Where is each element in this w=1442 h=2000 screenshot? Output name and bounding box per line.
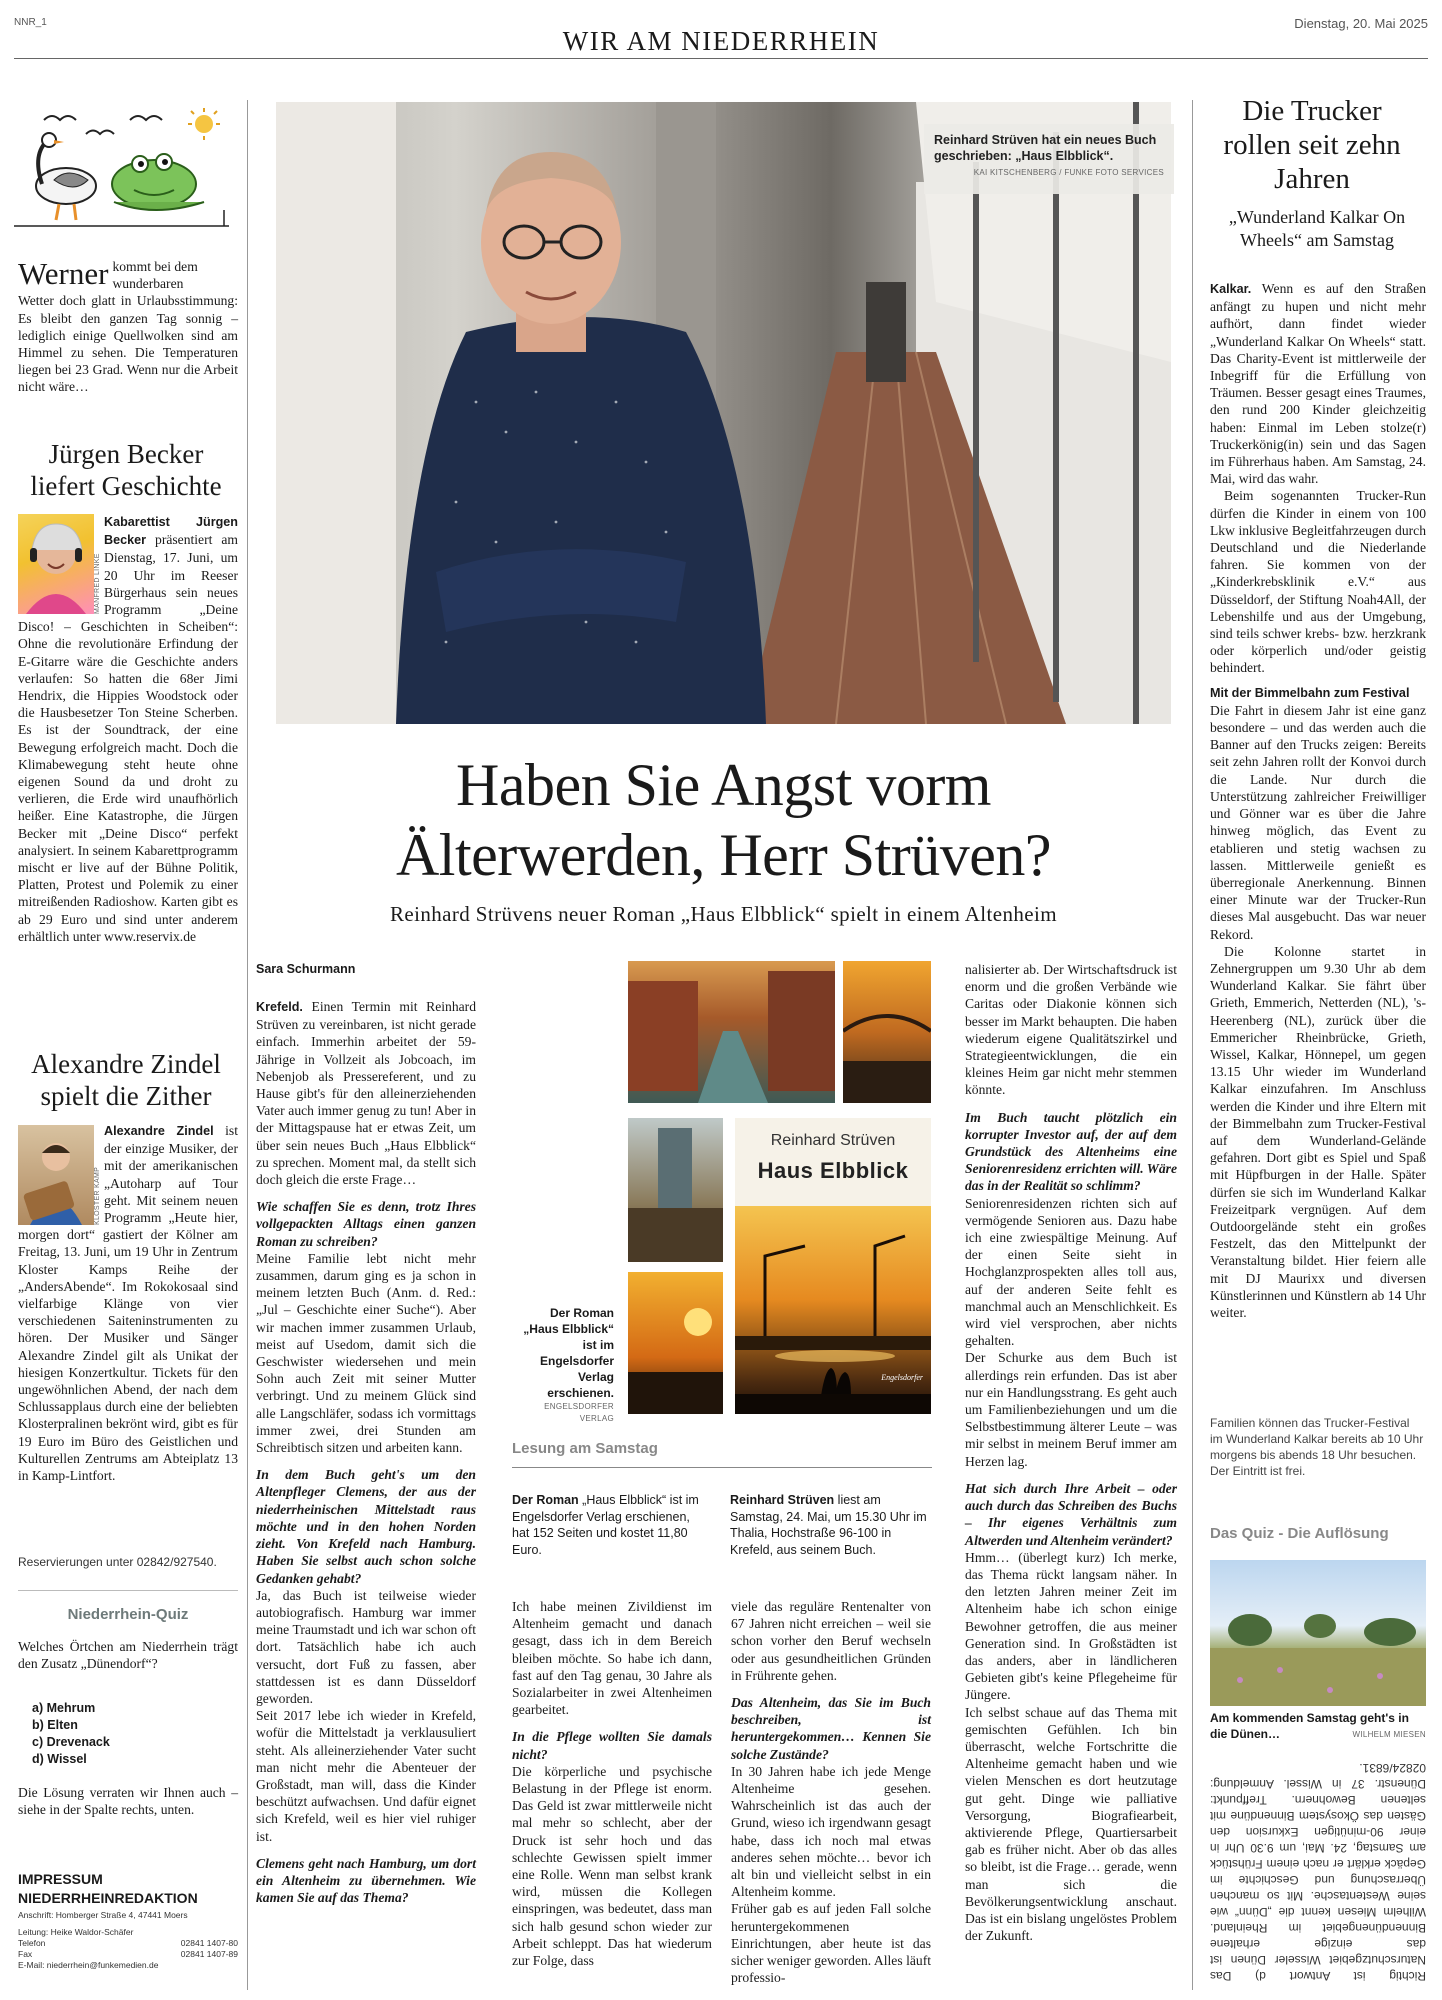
zindel-body: ist der einzige Musiker, der mit der amerikanischen „Autoharp auf Tour geht. Mit seinem neuen Programm „Heute hier, morgen dort“ gastiert der Kölner am Freitag, 13. Juni, um 19 Uhr in Zentrum Kloster Kamps Reihe der „AndersAbende“. Im Rokokosaal sind vielfarbige Klänge von vier verschiedenen Saiteninstrumenten zu hören. Der Musiker und Sänger Alexandre Zindel gilt als Unikat der hiesigen Konzertkultur. Tickets für den ungewöhnlichen Abend, der nach dem Schlussapplaus durch eine der beliebten Klosterpralinen bekrönt wird, gibt es für 19 Euro im Büro des Geistlichen und Kulturellen Zentrums am Abteiplatz 13 in Kamp-Lintfort.: [18, 1123, 238, 1484]
impressum-block: [18, 1910, 238, 1971]
interview-question: Clemens geht nach Hamburg, um dort ein Altenheim zu übernehmen. Wie kamen Sie auf das Thema?: [256, 1855, 476, 1906]
reading-box-rule: [512, 1467, 932, 1468]
trucker-place: Kalkar.: [1210, 282, 1252, 296]
reading-box-title: Lesung am Samstag: [512, 1440, 658, 1457]
article-column-2: [512, 1598, 712, 1969]
main-photo: [276, 102, 1171, 724]
weather-lead: kommt bei dem wunderbaren: [112, 259, 198, 292]
goose-frog-sun-illustration: [14, 106, 234, 236]
weather-name: Werner: [18, 256, 109, 291]
zindel-lead: Alexandre Zindel: [104, 1124, 214, 1138]
weather-text: [18, 258, 238, 396]
phone-label: Telefon: [18, 1938, 46, 1948]
interview-question: Hat sich durch Ihre Arbeit – oder auch durch das Schreiben des Buchs – Ihr eigenes Verhältnis zum Altwerden und Altenheim verändert?: [965, 1480, 1177, 1548]
main-photo-credit: KAI KITSCHENBERG / FUNKE FOTO SERVICES: [973, 168, 1164, 177]
impressum-address: Anschrift: Homberger Straße 4, 47441 Moers: [18, 1910, 188, 1920]
trucker-p3: Die Fahrt in diesem Jahr ist eine ganz besondere – und das werden auch die Banner auf den Trucks zeigen: Bereits seit zehn Jahren rollt der Konvoi durch die Lande. Nur durch die Unterstützung zahlreicher Freiwilliger und Gönner war es über die Jahre hinweg möglich, das Event zu etablieren und stetig wachsen zu lassen. Mittlerweile genießt es überregionale Anerkennung. Binnen einer Minute war der Trucker-Run dieses Mal ausgebucht. Das war neuer Rekord.: [1210, 702, 1426, 942]
book-caption: Der Roman „Haus Elbblick“ ist im Engelsdorfer Verlag erschienen.: [523, 1306, 614, 1400]
article-paragraph: Meine Familie lebt nicht mehr zusammen, darum ging es ja schon in meinem letzten Buch (Anm. d. Red.: „Jul – Geschichte einer Suche“). Aber wir machen immer zusammen Urlaub, meist auf Usedom, damit sich die Geschwister wiedersehen und mein Sohn auch Zeit mit seiner Mutter verbringt. Und zu meinem Glück sind alle Langschläfer, sodass ich vormittags immer zwei, drei Stunden am Schreibtisch sitzen und arbeiten kann.: [256, 1250, 476, 1456]
bridge-photo-icon: [843, 961, 931, 1103]
impressum-lead: Leitung: Heike Waldor-Schäfer: [18, 1927, 134, 1937]
quiz-options: [32, 1700, 110, 1768]
reading-box-right: [730, 1492, 932, 1558]
quiz-answer-title: Das Quiz - Die Auflösung: [1210, 1525, 1389, 1542]
fax-number: 02841 1407-89: [180, 1949, 238, 1959]
fax-label: Fax: [18, 1949, 33, 1959]
article-paragraph: In 30 Jahren habe ich jede Menge Altenheime gesehen. Wahrscheinlich ist das auch der Grund, wieso ich irgendwann gesagt habe, dass ich noch mal etwas anderes sehen möchte… bevor ich alt bin und vielleicht selbst in ein Altenheim komme.: [731, 1763, 931, 1900]
article-paragraph: Krefeld. Einen Termin mit Reinhard Strüven zu vereinbaren, ist nicht gerade einfach. Immerhin arbeitet der 59-Jährige in Vollzeit als Jobcoach, im Nebenjob als Pressereferent, und zu Hause gibt's für den alleinerziehenden Vater auch immer genug zu tun! Aber in der Mittagspause hat er etwas Zeit, um über sein neues Buch „Haus Elbblick“ zu sprechen. Moment mal, da stellt sich doch gleich die erste Frage…: [256, 999, 476, 1188]
article-paragraph: nalisierter ab. Der Wirtschaftsdruck ist enorm und die großen Verbände wie Caritas oder Diakonie können sich besser im Markt behaupten. Die haben wiederum eigene Qualitätszirkel und Strategieentwicklungen, die ein kleines Heim gar nicht mehr stemmen könnte.: [965, 962, 1177, 1098]
zindel-reservation: Reservierungen unter 02842/927540.: [18, 1555, 217, 1569]
section-title: WIR AM NIEDERRHEIN: [562, 26, 880, 56]
trucker-note: Familien können das Trucker-Festival im Wunderland Kalkar bereits ab 10 Uhr morgens bis abends 18 Uhr besuchen. Der Eintritt ist frei.: [1210, 1416, 1424, 1478]
reading-box-left-lead: Der Roman: [512, 1493, 579, 1507]
phone-number: 02841 1407-80: [180, 1938, 238, 1948]
trucker-p2: Beim sogenannten Trucker-Run dürfen die Kinder in einem von 100 Lkw inklusive Begleitfahrzeugen durch Deutschland und die Niederlande fahren. Sie kommen von der „Kinderkrebsklinik e.V.“ aus Düsseldorf, der Stiftung Noah4All, der Lebenshilfe und aus der Umgebung, sind teils schwer krebs- bzw. herzkrank oder körperlich und/oder geistig behindert.: [1210, 488, 1426, 676]
becker-body: präsentiert am Dienstag, 17. Juni, um 20 Uhr im Reeser Bürgerhaus sein neues Programm „Deine Disco! – Geschichten in Scheiben“: Ohne die revolutionäre Erfindung der E-Gitarre wäre die Geschichte anders verlaufen: So hatten die 68er Jimi Hendrix, die Hippies Woodstock oder die Hausbesetzer Ton Steine Scherben. Es ist der Soundtrack, der eine Bewegung erfolgreich macht. Doch die Klimabewegung steht heute ohne eigenen Sound da und droht zu verlieren, die Erde wird unaufhörlich heißer. Eine Katastrophe, die Jürgen Becker mit „Deine Disco“ perfekt analysiert. In seinem Kabarettprogramm mischt er live auf der Bühne Politik, Platten, Protest und Polemik zu einer mitreißenden Radioshow. Karten gibt es ab 29 Euro und sind unter anderem erhältlich unter www.reservix.de: [18, 532, 238, 944]
book-image-speicherstadt: [628, 961, 835, 1103]
book-image-elbphilharmonie: [628, 1118, 723, 1262]
zindel-photo-credit: KLOSTER KAMP: [94, 1166, 101, 1225]
quiz-option-d: d) Wissel: [32, 1752, 87, 1766]
quiz-title: Niederrhein-Quiz: [67, 1606, 189, 1623]
issue-date: Dienstag, 20. Mai 2025: [1294, 16, 1428, 31]
book-caption-credit: ENGELSDORFER VERLAG: [544, 1402, 614, 1423]
article-paragraph: Die körperliche und psychische Belastung in der Pflege ist enorm. Das Geld ist zwar mittlerweile nicht mal mehr so schlecht, aber der Druck ist sehr hoch und das schlechte Gewissen spielt immer eine Rolle. Wenn man selbst krank wird, müssen die Kollegen einspringen, was bedeutet, dass man sich halb gesund schon wieder zur Arbeit schleppt. Das hat wiederum zur Folge, dass: [512, 1763, 712, 1969]
main-headline-line1: Haben Sie Angst vorm: [456, 752, 991, 818]
becker-photo-credit: MANFRED LINKE: [94, 553, 101, 614]
impressum-title: IMPRESSUM: [18, 1871, 103, 1887]
reading-box-left-text: „Haus Elbblick“ ist im Engelsdorfer Verlag erschienen, hat 152 Seiten und kostet 11,80 Euro.: [512, 1493, 699, 1557]
weather-illustration: [14, 106, 234, 236]
harbour-silhouette-icon: [735, 1206, 931, 1414]
quiz-question: Welches Örtchen am Niederrhein trägt den Zusatz „Dünendorf“?: [18, 1639, 238, 1672]
reading-box-right-lead: Reinhard Strüven: [730, 1493, 835, 1507]
header-rule: [14, 58, 1428, 59]
quiz-option-a: a) Mehrum: [32, 1701, 96, 1715]
article-paragraph: Früher gab es auf jeden Fall solche heruntergekommenen Einrichtungen, aber heute ist das sicher weniger geworden. Alles läuft professio-: [731, 1901, 931, 1986]
cover-image: [735, 1206, 931, 1414]
article-dateline: Krefeld.: [256, 1000, 303, 1014]
article-column-1: [256, 998, 476, 1906]
page-code: NNR_1: [14, 17, 47, 28]
column-rule-left: [247, 100, 248, 1990]
interview-question: In dem Buch geht's um den Altenpfleger Clemens, der aus der niederrheinischen Mittelstadt raus möchte und in den hohen Norden zieht. Von Krefeld nach Hamburg. Haben Sie selbst auch schon solche Gedanken gehabt?: [256, 1467, 476, 1586]
interview-question: Im Buch taucht plötzlich ein korrupter Investor auf, der auf dem Grundstück des Altenheims eine Seniorenresidenz errichten will. Wäre das in der Realität so schlimm?: [965, 1109, 1177, 1194]
quiz-answer-photo: [1210, 1560, 1426, 1706]
article-paragraph: Seniorenresidenzen richten sich auf vermögende Senioren aus. Dazu habe ich eine zwiespältige Meinung. Auf der einen Seite sieht in Hochglanzprospekten alles toll aus, auf der anderen Seite fehlt es manchmal auch an Menschlichkeit. Es wird viel versprochen, aber nichts gehalten.: [965, 1195, 1177, 1349]
reading-box-left: [512, 1492, 708, 1558]
book-image-bridge: [843, 961, 931, 1103]
quiz-answer-caption: Am kommenden Samstag geht's in die Dünen…: [1210, 1711, 1409, 1741]
canal-photo-icon: [628, 961, 835, 1103]
impressum-org: NIEDERRHEINREDAKTION: [18, 1890, 198, 1906]
quiz-answer-credit: WILHELM MIESEN: [1352, 1730, 1426, 1739]
interview-question: In die Pflege wollten Sie damals nicht?: [512, 1729, 712, 1762]
quiz-answer-text: Richtig ist Antwort d) Das Naturschutzgebiet Wisseler Dünen ist das einzige erhaltene Binnendünengebiet im Rheinland. Wilhelm Miesen kennt die „Dünn“ wie seine Westentasche. Mit so manchen Überraschung und Geschichte im Gepäck erklärt er nach einem Frühstück am Samstag, 24. Mai, um 9.30 Uhr in einer 90-minütigen Exkursion den Gästen das Ökosystem Binnendüne mit seltenen Bewohnern. Treffpunkt: Dünenstr. 37 in Wissel. Anmeldung: 02824/6831.: [1210, 1761, 1426, 1983]
zindel-text: [18, 1122, 238, 1484]
column-rule-right: [1192, 100, 1193, 1990]
article-paragraph: Ja, das Buch ist teilweise wieder autobiografisch. Hamburg war immer meine Traumstadt und ich war schon oft dort. Tatsächlich habe ich auch versucht, dort Fuß zu fassen, aber stattdessen ist es dann Düsseldorf geworden.: [256, 1587, 476, 1706]
trucker-headline: Die Trucker rollen seit zehn Jahren: [1223, 95, 1401, 195]
main-headline-line2: Älterwerden, Herr Strüven?: [395, 822, 1052, 888]
article-column-3: [731, 1598, 931, 1986]
main-photo-caption-box: [924, 124, 1174, 194]
article-paragraph: Ich habe meinen Zivildienst im Altenheim gemacht und danach gesagt, dass ich in dem Bereich bleiben möchte. So habe ich dann, fast auf den Tag genau, 30 Jahre als Sozialarbeiter in zwei Altenheimen gearbeitet.: [512, 1599, 712, 1718]
main-photo-caption: Reinhard Strüven hat ein neues Buch geschrieben: „Haus Elbblick“.: [934, 133, 1157, 163]
quiz-option-b: b) Elten: [32, 1718, 78, 1732]
main-subline: Reinhard Strüvens neuer Roman „Haus Elbblick“ spielt in einem Altenheim: [389, 902, 1057, 926]
trucker-subline: „Wunderland Kalkar On Wheels“ am Samstag: [1228, 207, 1406, 250]
article-paragraph: viele das reguläre Rentenalter von 67 Jahren nicht erreichen – weil sie schon vorher den Beruf wechseln oder aus gesundheitlichen Gründen in Frührente gehen.: [731, 1599, 931, 1683]
quiz-option-c: c) Drevenack: [32, 1735, 110, 1749]
cover-title: Haus Elbblick: [757, 1158, 909, 1183]
article-paragraph: Ich selbst schaue auf das Thema mit gemischten Gefühlen. Ich bin überrascht, welche Fortschritte die Altenheime gemacht haben und wie vielen Menschen es dort heutzutage gut geht. Dinge wie palliative Versorgung, Biografiearbeit, aktivierende Pflege, Quartiersarbeit gab es früher nicht. Aber ob das alles so bleibt, ist die Frage… gerade, wenn man sich die Bevölkerungsentwicklung anschaut. Das ist ein bislang ungelöstes Problem der Zukunft.: [965, 1704, 1177, 1944]
cover-author: Reinhard Strüven: [770, 1132, 896, 1149]
impressum-email: E-Mail: niederrhein@funkemedien.de: [18, 1960, 159, 1970]
weather-body: Wetter doch glatt in Urlaubsstimmung: Es bleibt den ganzen Tag sonnig – lediglich einige Quellwolken sind am Himmel zu sehen. Die Temperaturen liegen bei 23 Grad. Wenn nur die Arbeit nicht wäre…: [18, 293, 238, 395]
article-column-4: [965, 961, 1177, 1944]
cover-publisher: Engelsdorfer: [881, 1373, 923, 1382]
becker-lead: Kabarettist Jürgen Becker: [104, 515, 238, 548]
article-author: Sara Schurmann: [256, 962, 356, 976]
becker-text: [18, 513, 238, 945]
book-cover: [735, 1118, 931, 1414]
tower-photo-icon: [628, 1118, 723, 1262]
quiz-rule: [18, 1590, 238, 1591]
portrait-corridor-scene: [276, 102, 1171, 724]
article-paragraph: Seit 2017 lebe ich wieder in Krefeld, wofür die Mittelstadt ja verklausuliert steht. Als alleinerziehender Vater sucht man nicht mehr die Abenteuer der Großstadt, man will, dass die Kinder beschützt aufwachsen. Und dafür eignet sich Krefeld, weil es hier viel ruhiger ist.: [256, 1708, 476, 1844]
dunes-photo-icon: [1210, 1560, 1426, 1706]
trucker-subhead: Mit der Bimmelbahn zum Festival: [1210, 685, 1410, 700]
interview-question: Das Altenheim, das Sie im Buch beschreiben, ist heruntergekommen… Kennen Sie solche Zustände?: [731, 1695, 931, 1762]
book-image-sunset: [628, 1272, 723, 1414]
sunset-photo-icon: [628, 1272, 723, 1414]
reading-box-right-text: liest am Samstag, 24. Mai, um 15.30 Uhr im Thalia, Hochstraße 96-100 in Krefeld, aus seinem Buch.: [730, 1493, 927, 1557]
interview-question: Wie schaffen Sie es denn, trotz Ihres vollgepackten Alltags einen ganzen Roman zu schreiben?: [256, 1199, 476, 1249]
becker-headline: Jürgen Becker liefert Geschichte: [30, 439, 222, 501]
article-paragraph: Hmm… (überlegt kurz) Ich merke, das Thema rückt langsam näher. In den letzten Jahren meiner Zeit im Altenheim habe ich schon einige Bewohner getroffen, die aus meiner Generation sind. In Großstädten ist das anders, aber in ländlicheren Gebieten gibt's keine Pflegeheime für Jüngere.: [965, 1549, 1177, 1703]
article-paragraph: Der Schurke aus dem Buch ist allerdings rein erfunden. Das ist aber nur ein Handlungsstrang. Es geht auch um Familienbeziehungen und um die Selbstbestimmung älterer Leute – was mir selbst in meinem Beruf immer am Herzen lag.: [965, 1350, 1177, 1469]
trucker-p1: Wenn es auf den Straßen anfängt zu hupen und nicht mehr aufhört, dann findet wieder „Wunderland Kalkar On Wheels“ statt. Das Charity-Event ist mittlerweile der Inbegriff für die Erfüllung von Träumen. Besser gesagt eines Traumes, den rund 200 Kinder gleichzeitig haben: Einmal im Leben stolze(r) Truckerkönig(in) sein und das Sagen im Führerhaus haben. Am Samstag, 24. Mai, wird das wahr.: [1210, 281, 1426, 487]
quiz-footer: Die Lösung verraten wir Ihnen auch – siehe in der Spalte rechts, unten.: [18, 1785, 238, 1818]
trucker-text: [1210, 280, 1426, 1321]
trucker-p4: Die Kolonne startet in Zehnergruppen um 9.30 Uhr ab dem Wunderland Kalkar. Sie fährt über Grieth, Emmerich, Netterden (NL), 's-Heerenberg (NL), zurück über die Emmericher Rheinbrücke, Grieth, Wissel, Kalkar, Hönnepel, um gegen 13.15 Uhr wieder im Wunderland Kalkar einzufahren. Im Anschluss werden die Kinder und ihre Eltern mit der Bimmelbahn zum Trucker-Festival auf dem Wunderland-Gelände gefahren. Dort gibt es Spiel und Spaß mit Hüpfburgen in der Halle. Später dürfen sie sich im Wunderland Kalkar Freizeitpark vergnügen. Auf dem Outdoorgelände steht ein großes Festzelt, das den Mittelpunkt der Veranstaltung bildet. Hier feiern alle mit DJ Maurixx und diversen Künstlerinnen und Künstlern ab 14 Uhr weiter.: [1210, 943, 1426, 1320]
zindel-headline: Alexandre Zindel spielt die Zither: [31, 1049, 221, 1111]
